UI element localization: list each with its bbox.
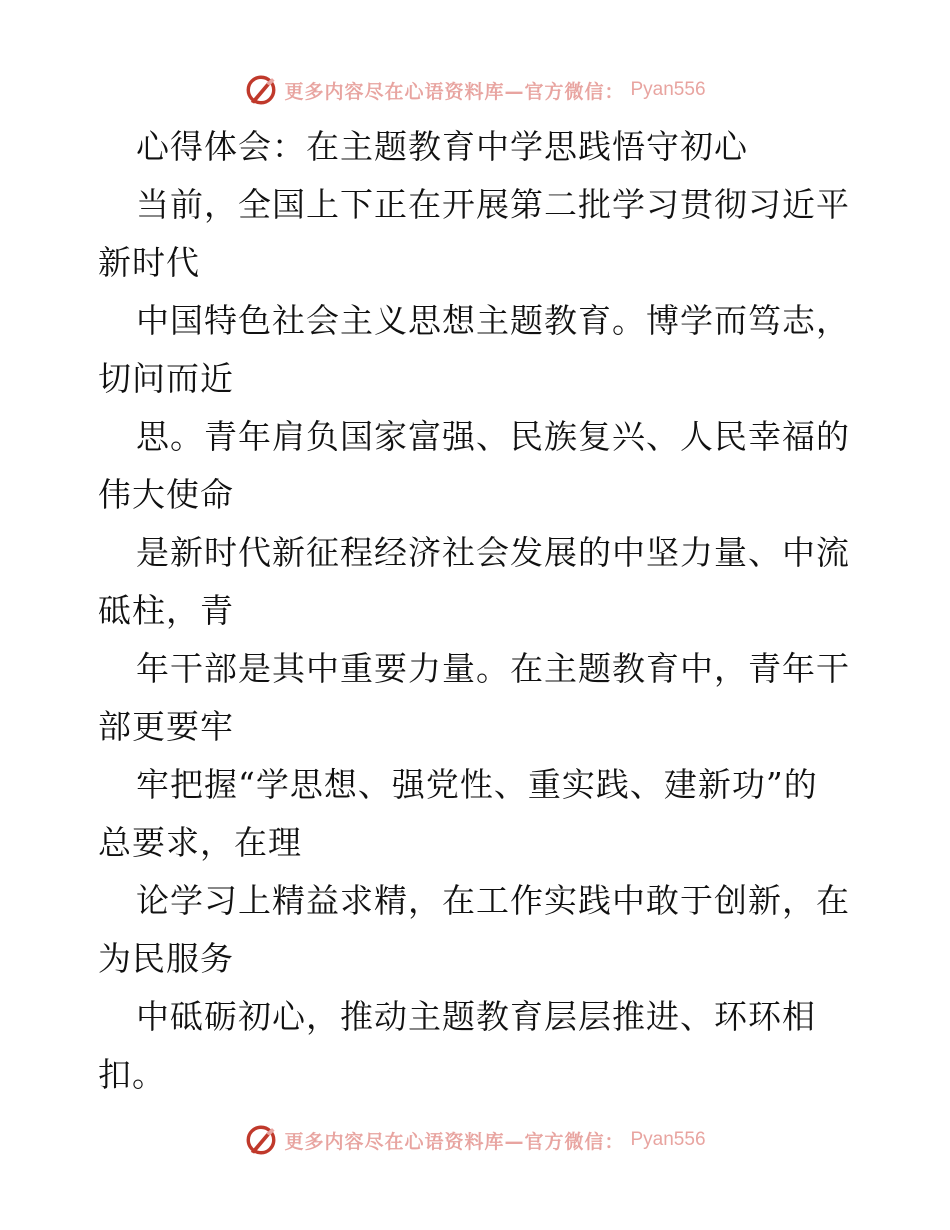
- text-line: 为民服务: [98, 939, 234, 978]
- text-line: 新时代: [98, 243, 200, 282]
- text-line: 切问而近: [98, 359, 234, 398]
- text-line: 牢把握“学思想、强党性、重实践、建新功”的: [136, 765, 818, 804]
- text-line: 中国特色社会主义思想主题教育。博学而笃志，: [136, 301, 850, 340]
- text-line: 思。青年肩负国家富强、民族复兴、人民幸福的: [136, 417, 850, 456]
- quill-logo-icon: [244, 1123, 278, 1157]
- watermark-text: 更多内容尽在心语资料库—官方微信：: [284, 1130, 625, 1153]
- document-title: 心得体会：在主题教育中学思践悟守初心: [136, 127, 748, 166]
- header-watermark: [0, 72, 950, 108]
- watermark-id: Pyan556: [630, 79, 706, 100]
- document-body: [98, 118, 858, 1104]
- text-line: 是新时代新征程经济社会发展的中坚力量、中流: [136, 533, 850, 572]
- quill-logo-icon: [244, 73, 278, 107]
- watermark-id: Pyan556: [630, 1129, 706, 1150]
- text-line: 论学习上精益求精，在工作实践中敢于创新，在: [136, 881, 850, 920]
- footer-watermark: [0, 1122, 950, 1158]
- text-line: 年干部是其中重要力量。在主题教育中，青年干: [136, 649, 850, 688]
- text-line: 砥柱，青: [98, 591, 234, 630]
- text-line: 扣。: [98, 1055, 166, 1094]
- text-line: 中砥砺初心，推动主题教育层层推进、环环相: [136, 997, 816, 1036]
- text-line: 当前，全国上下正在开展第二批学习贯彻习近平: [136, 185, 850, 224]
- text-line: 伟大使命: [98, 475, 234, 514]
- text-line: 部更要牢: [98, 707, 234, 746]
- watermark-text: 更多内容尽在心语资料库—官方微信：: [284, 80, 625, 103]
- text-line: 总要求，在理: [98, 823, 302, 862]
